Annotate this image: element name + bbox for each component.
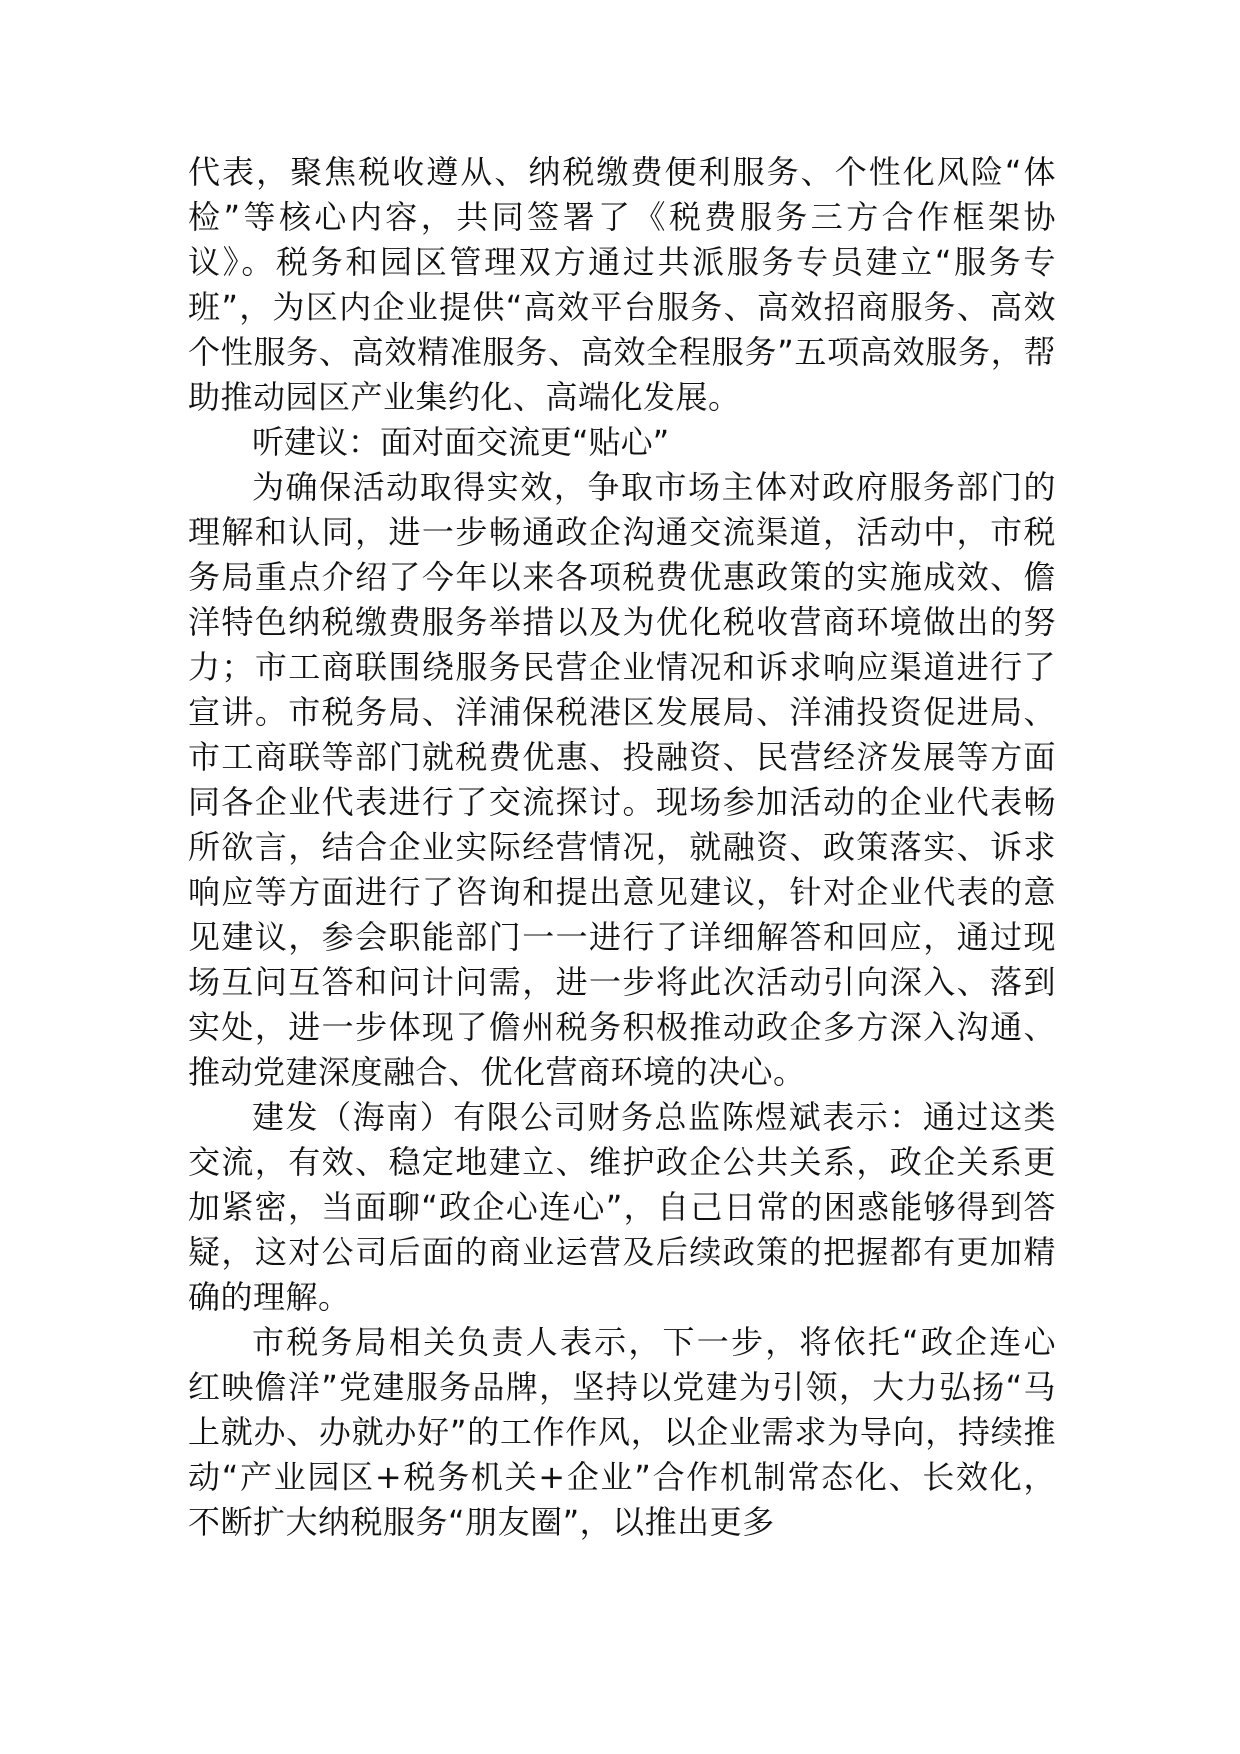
document-page: [188, 150, 1056, 1545]
paragraph-activity: 为确保活动取得实效，争取市场主体对政府服务部门的理解和认同，进一步畅通政企沟通交流渠道，活动中，市税务局重点介绍了今年以来各项税费优惠政策的实施成效、儋洋特色纳税缴费服务举措以及为优化税收营商环境做出的努力；市工商联围绕服务民营企业情况和诉求响应渠道进行了宣讲。市税务局、洋浦保税港区发展局、洋浦投资促进局、市工商联等部门就税费优惠、投融资、民营经济发展等方面同各企业代表进行了交流探讨。现场参加活动的企业代表畅所欲言，结合企业实际经营情况，就融资、政策落实、诉求响应等方面进行了咨询和提出意见建议，针对企业代表的意见建议，参会职能部门一一进行了详细解答和回应，通过现场互问互答和问计问需，进一步将此次活动引向深入、落到实处，进一步体现了儋州税务积极推动政企多方深入沟通、推动党建深度融合、优化营商环境的决心。: [188, 468, 1056, 1091]
section-heading: 听建议：面对面交流更“贴心”: [252, 423, 670, 461]
paragraph-intro: 代表，聚焦税收遵从、纳税缴费便利服务、个性化风险“体检”等核心内容，共同签署了《税费服务三方合作框架协议》。税务和园区管理双方通过共派服务专员建立“服务专班”，为区内企业提供“高效平台服务、高效招商服务、高效个性服务、高效精准服务、高效全程服务”五项高效服务，帮助推动园区产业集约化、高端化发展。: [188, 153, 1056, 416]
paragraph-next-steps: 市税务局相关负责人表示，下一步，将依托“政企连心 红映儋洋”党建服务品牌，坚持以党建为引领，大力弘扬“马上就办、办就办好”的工作作风，以企业需求为导向，持续推动“产业园区+税务机关+企业”合作机制常态化、长效化，不断扩大纳税服务“朋友圈”，以推出更多: [188, 1323, 1056, 1541]
paragraph-quote: 建发（海南）有限公司财务总监陈煜斌表示：通过这类交流，有效、稳定地建立、维护政企公共关系，政企关系更加紧密，当面聊“政企心连心”，自己日常的困惑能够得到答疑，这对公司后面的商业运营及后续政策的把握都有更加精确的理解。: [188, 1098, 1056, 1316]
